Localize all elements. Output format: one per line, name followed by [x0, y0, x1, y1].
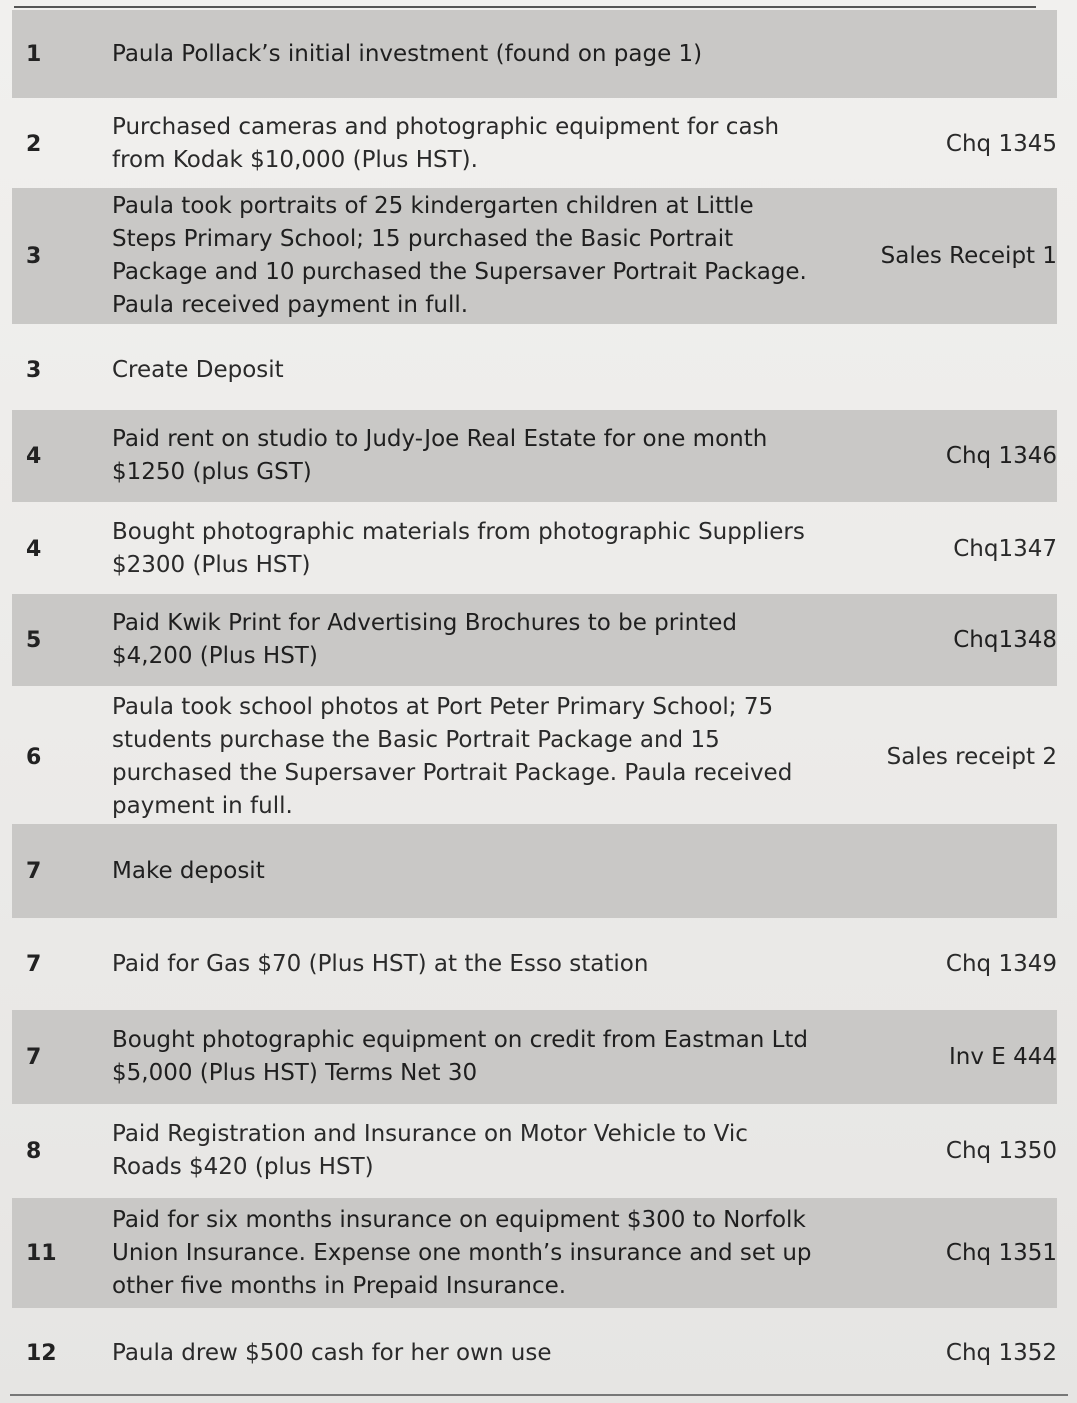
row-day: 6 [26, 744, 42, 770]
table-row [12, 824, 1057, 918]
row-reference: Chq 1352 [945, 1340, 1057, 1366]
row-description: Paula Pollack’s initial investment (found on page 1) [112, 40, 703, 67]
table-row [12, 506, 1057, 592]
row-description: Paula took portraits of 25 kindergarten children at Little Steps Primary School; 15 purchased the Basic Portrait Package and 10 purchased the Supersaver Portrait Package. Paula received payment in full. [112, 193, 807, 318]
row-description: Bought photographic equipment on credit from Eastman Ltd $5,000 (Plus HST) Terms Net 30 [112, 1027, 809, 1086]
row-reference: Chq 1350 [945, 1138, 1057, 1164]
table-row [12, 188, 1057, 324]
row-reference: Chq 1346 [945, 443, 1057, 469]
row-day: 12 [26, 1340, 57, 1366]
table-row [12, 922, 1057, 1006]
table-row [12, 690, 1057, 824]
row-reference: Chq1348 [953, 627, 1057, 653]
row-reference: Sales Receipt 1 [880, 243, 1057, 269]
row-description: Purchased cameras and photographic equipment for cash from Kodak $10,000 (Plus HST). [112, 114, 780, 173]
row-description: Paid for six months insurance on equipment $300 to Norfolk Union Insurance. Expense one month’s insurance and set up other five months in Prepaid Insurance. [112, 1206, 812, 1299]
table-row [12, 410, 1057, 502]
table-row [12, 1010, 1057, 1104]
row-day: 11 [26, 1240, 57, 1266]
row-day: 1 [26, 41, 42, 67]
row-day: 4 [26, 536, 42, 562]
table-row [12, 1314, 1057, 1392]
row-day: 3 [26, 243, 42, 269]
row-day: 4 [26, 443, 42, 469]
row-day: 7 [26, 1044, 42, 1070]
table-row [12, 1106, 1057, 1196]
row-description: Paid for Gas $70 (Plus HST) at the Esso station [112, 950, 649, 977]
table-row [12, 1198, 1057, 1308]
row-description: Bought photographic materials from photographic Suppliers $2300 (Plus HST) [112, 519, 805, 578]
row-description: Paid rent on studio to Judy-Joe Real Estate for one month $1250 (plus GST) [112, 426, 768, 485]
row-day: 5 [26, 627, 42, 653]
bottom-rule [10, 1394, 1068, 1396]
row-day: 7 [26, 951, 42, 977]
table-row [12, 10, 1057, 98]
row-day: 7 [26, 858, 42, 884]
row-description: Make deposit [112, 857, 265, 884]
row-reference: Chq 1345 [945, 131, 1057, 157]
row-reference: Chq 1351 [945, 1240, 1057, 1266]
row-description: Paid Kwik Print for Advertising Brochures to be printed $4,200 (Plus HST) [112, 610, 737, 669]
row-day: 2 [26, 131, 42, 157]
row-description: Paula took school photos at Port Peter Primary School; 75 students purchase the Basic Portrait Package and 15 purchased the Supersaver Portrait Package. Paula received payment in full. [112, 694, 793, 819]
table-row [12, 104, 1057, 184]
row-reference: Chq1347 [953, 536, 1057, 562]
row-description: Paid Registration and Insurance on Motor Vehicle to Vic Roads $420 (plus HST) [112, 1121, 748, 1180]
row-day: 3 [26, 357, 42, 383]
table-row [12, 330, 1057, 410]
table-row [12, 594, 1057, 686]
row-reference: Inv E 444 [948, 1044, 1057, 1070]
top-rule [14, 6, 1036, 8]
row-reference: Sales receipt 2 [886, 744, 1057, 770]
row-reference: Chq 1349 [945, 951, 1057, 977]
row-description: Create Deposit [112, 356, 284, 383]
row-day: 8 [26, 1138, 42, 1164]
row-description: Paula drew $500 cash for her own use [112, 1339, 552, 1366]
